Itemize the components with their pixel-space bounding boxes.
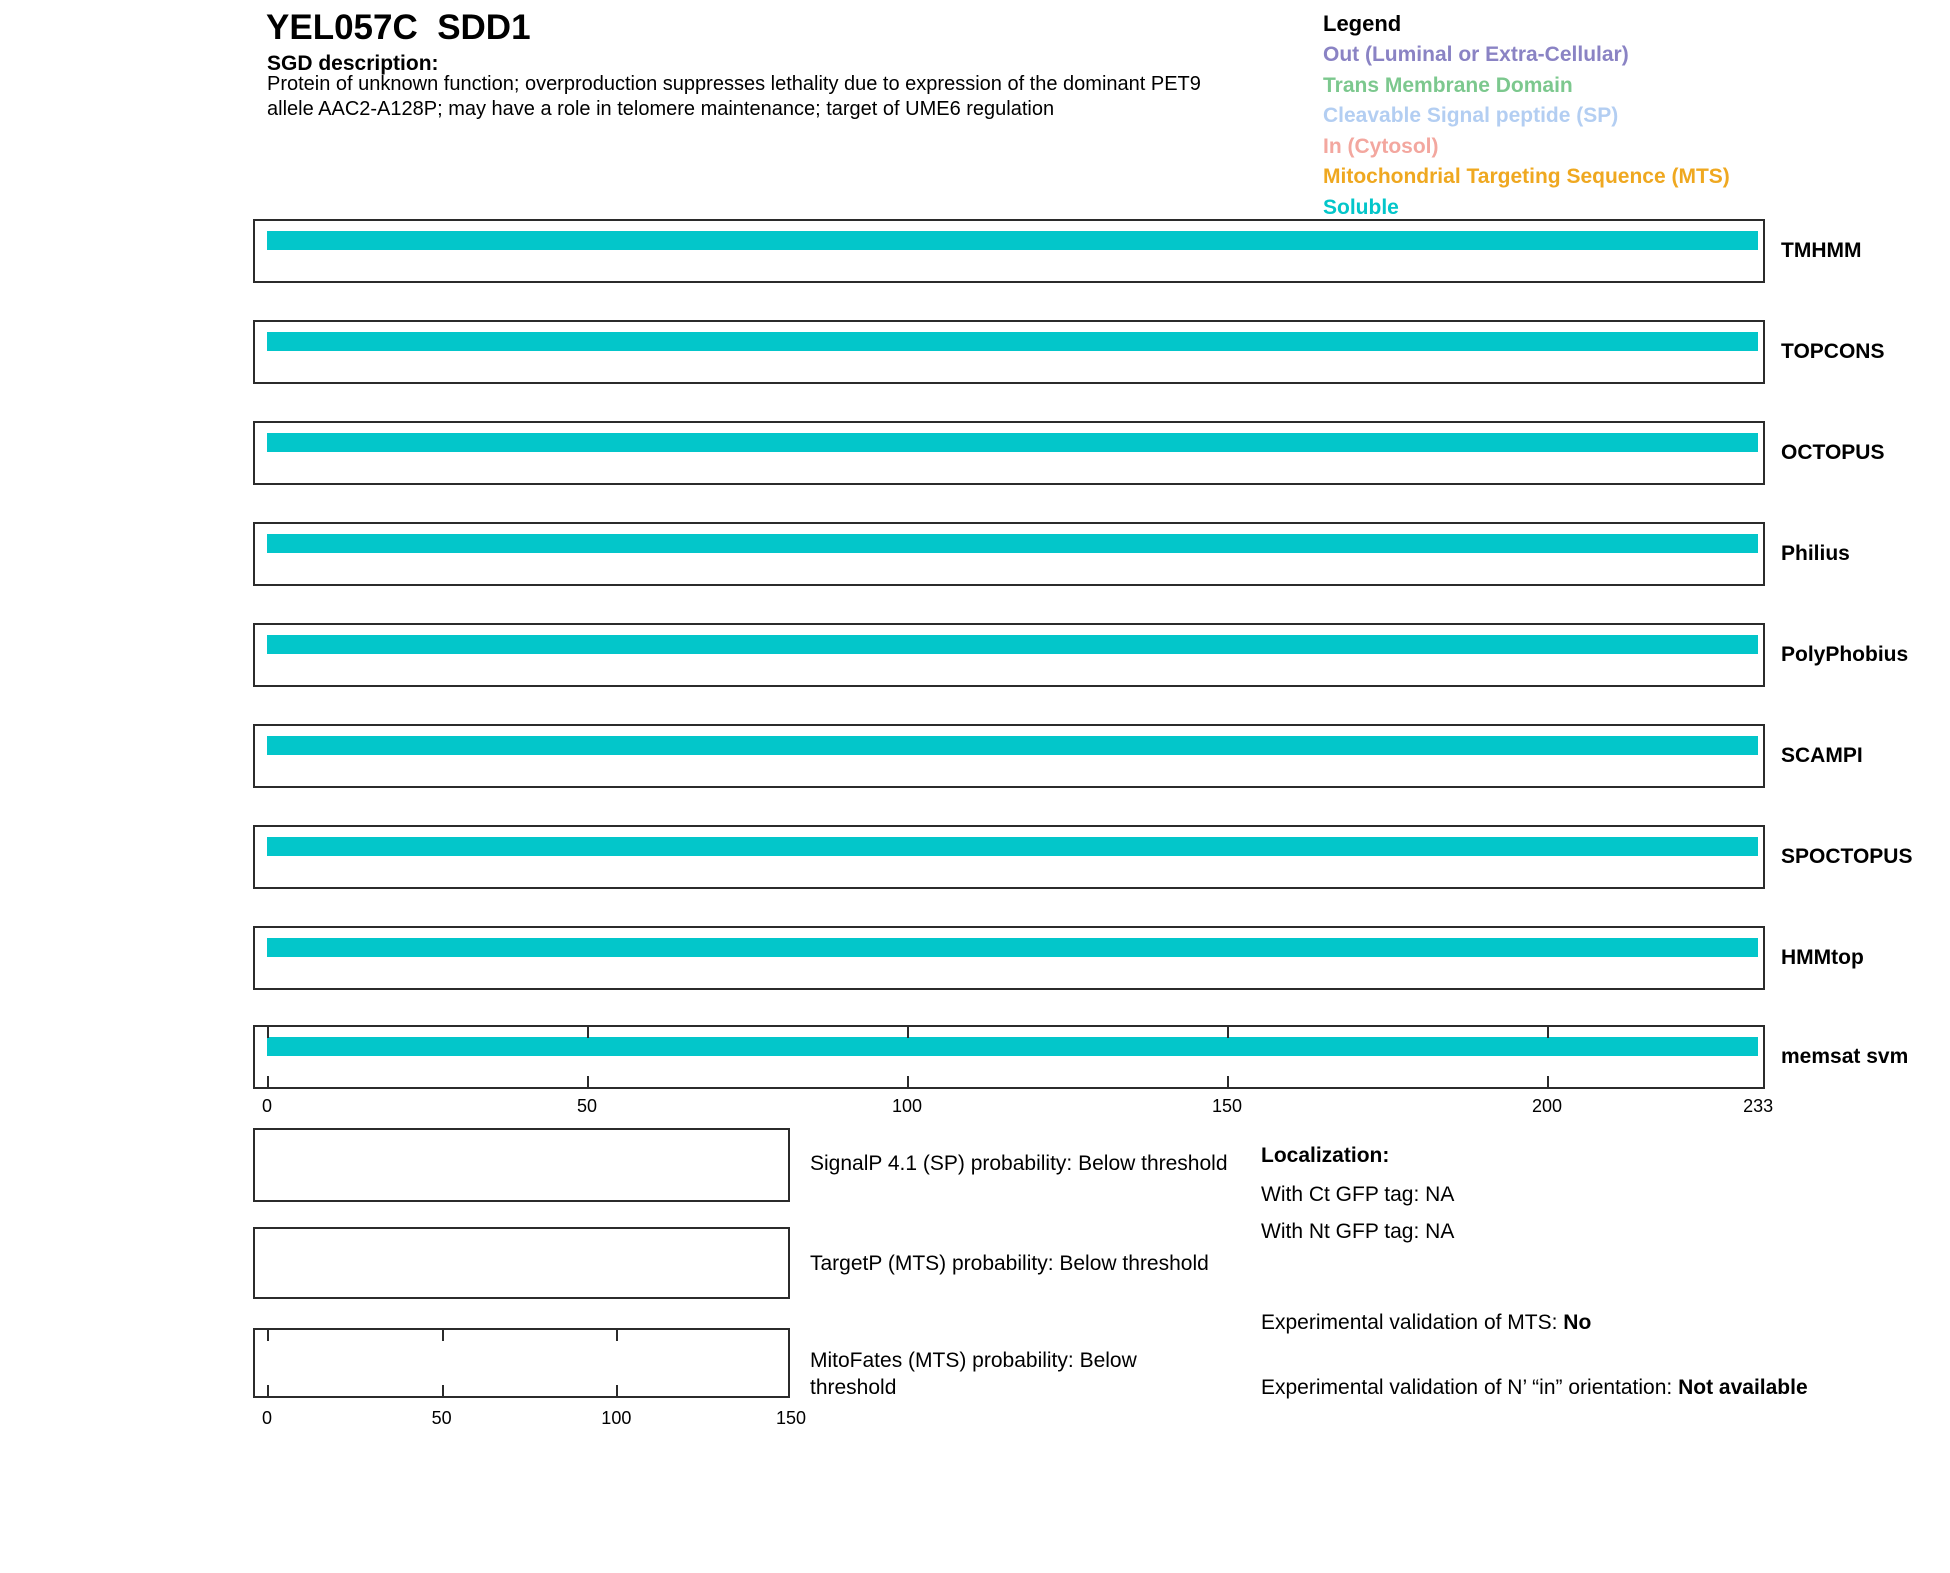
soluble-bar (267, 1037, 1758, 1056)
track-label: TMHMM (1781, 239, 1862, 262)
soluble-bar (267, 332, 1758, 351)
x-axis-tick-label: 200 (1531, 1096, 1563, 1116)
track-label: SPOCTOPUS (1781, 845, 1913, 868)
axis-tick (442, 1330, 444, 1341)
x-axis-tick-label: 233 (1743, 1096, 1774, 1116)
ct-gfp-tag-value: With Ct GFP tag: NA (1261, 1183, 1455, 1206)
axis-tick (1227, 1027, 1229, 1038)
mts-validation-value: No (1563, 1311, 1592, 1334)
soluble-bar (267, 231, 1758, 250)
legend-item: Mitochondrial Targeting Sequence (MTS) (1323, 165, 1730, 189)
track-label: TOPCONS (1781, 340, 1885, 363)
mitofates-plot-box (253, 1328, 790, 1398)
axis-tick (616, 1330, 618, 1341)
track-plot-box (253, 421, 1765, 485)
targetp-caption: TargetP (MTS) probability: Below threshold (810, 1252, 1209, 1275)
legend-items (1323, 40, 1730, 224)
nt-gfp-tag-value: With Nt GFP tag: NA (1261, 1220, 1455, 1243)
signalp-caption: SignalP 4.1 (SP) probability: Below threshold (810, 1152, 1228, 1175)
mitofates-caption: MitoFates (MTS) probability: Below threshold (810, 1349, 1137, 1399)
track-label: HMMtop (1781, 946, 1864, 969)
track-plot-box (253, 926, 1765, 990)
axis-tick (587, 1076, 589, 1087)
track-label: OCTOPUS (1781, 441, 1885, 464)
axis-tick (587, 1027, 589, 1038)
axis-tick (267, 1027, 269, 1038)
soluble-bar (267, 736, 1758, 755)
legend (1323, 8, 1730, 224)
axis-tick (267, 1330, 269, 1341)
targetp-plot-box (253, 1227, 790, 1299)
mts-validation-label: Experimental validation of MTS: (1261, 1311, 1564, 1334)
legend-item: Out (Luminal or Extra-Cellular) (1323, 43, 1629, 66)
axis-tick (907, 1076, 909, 1087)
axis-tick (267, 1076, 269, 1087)
signalp-plot-box (253, 1128, 790, 1202)
track-label: Philius (1781, 542, 1850, 565)
track-plot-box (253, 320, 1765, 384)
axis-tick (267, 1385, 269, 1396)
track-plot-box (253, 1025, 1765, 1089)
track-plot-box (253, 724, 1765, 788)
legend-title: Legend (1323, 11, 1402, 36)
orientation-validation-line (1261, 1371, 1816, 1404)
axis-tick (1547, 1027, 1549, 1038)
sgd-description-line-1: Protein of unknown function; overproduction suppresses lethality due to expression of the dominant PET9 (267, 73, 1201, 95)
x-axis-tick-label: 100 (891, 1096, 923, 1116)
soluble-bar (267, 635, 1758, 654)
x-axis-tick-label: 0 (261, 1408, 273, 1428)
legend-item: Soluble (1323, 195, 1399, 219)
legend-item: Trans Membrane Domain (1323, 73, 1573, 97)
x-axis-tick-label: 50 (431, 1408, 452, 1428)
soluble-bar (267, 534, 1758, 553)
localization-title: Localization: (1261, 1144, 1390, 1167)
legend-item: In (Cytosol) (1323, 134, 1439, 158)
axis-tick (1227, 1076, 1229, 1087)
sgd-description-line-2: allele AAC2-A128P; may have a role in telomere maintenance; target of UME6 regulation (267, 98, 1055, 120)
x-axis-tick-label: 100 (601, 1408, 632, 1428)
orientation-validation-label: Experimental validation of N’ “in” orientation: (1261, 1376, 1679, 1399)
axis-tick (442, 1385, 444, 1396)
sgd-description-label: SGD description: (267, 52, 439, 75)
axis-tick (907, 1027, 909, 1038)
x-axis-tick-label: 50 (576, 1096, 598, 1116)
axis-tick (1547, 1076, 1549, 1087)
track-label: PolyPhobius (1781, 643, 1909, 666)
axis-tick (616, 1385, 618, 1396)
track-label: memsat svm (1781, 1045, 1909, 1068)
legend-item: Cleavable Signal peptide (SP) (1323, 104, 1619, 128)
track-plot-box (253, 623, 1765, 687)
soluble-bar (267, 433, 1758, 452)
x-axis-tick-label: 150 (775, 1408, 807, 1428)
x-axis-tick-label: 0 (261, 1096, 273, 1116)
mts-validation-line (1261, 1311, 1591, 1335)
page-title: YEL057C SDD1 (266, 8, 531, 47)
orientation-validation-value: Not available (1678, 1376, 1808, 1399)
soluble-bar (267, 938, 1758, 957)
soluble-bar (267, 837, 1758, 856)
track-plot-box (253, 825, 1765, 889)
x-axis-tick-label: 150 (1211, 1096, 1243, 1116)
track-plot-box (253, 219, 1765, 283)
track-label: SCAMPI (1781, 744, 1863, 767)
track-plot-box (253, 522, 1765, 586)
